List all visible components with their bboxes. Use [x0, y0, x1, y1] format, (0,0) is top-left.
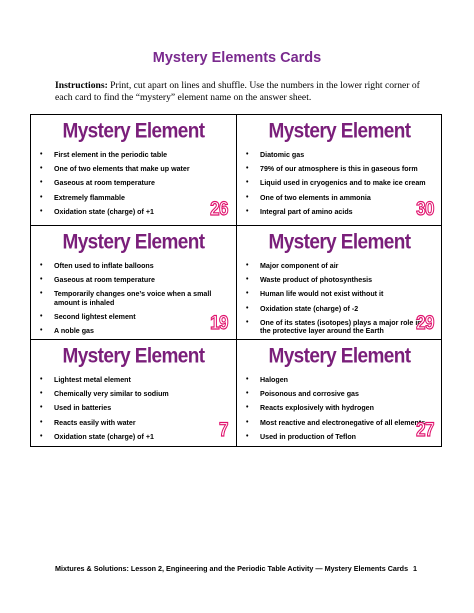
bullet-icon: • [246, 207, 249, 215]
card-fact-text: Most reactive and electronegative of all elements [260, 418, 426, 427]
card-fact [39, 262, 221, 271]
card-fact [245, 290, 427, 299]
card-fact-text: Poisonous and corrosive gas [260, 390, 359, 399]
mystery-card [31, 226, 237, 340]
bullet-icon: • [246, 262, 249, 269]
card-number: 30 [416, 197, 434, 220]
card-fact [245, 404, 427, 413]
bullet-icon: • [40, 418, 43, 426]
card-fact [39, 327, 221, 336]
bullet-icon: • [40, 207, 43, 215]
mystery-card [237, 115, 442, 226]
bullet-icon: • [246, 193, 249, 201]
card-fact-text: Used in production of Teflon [260, 432, 357, 441]
bullet-icon: • [40, 327, 43, 335]
card-fact-text: 79% of our atmosphere is this in gaseous form [260, 165, 418, 174]
card-fact-text: Reacts explosively with hydrogen [260, 404, 374, 413]
card-heading: Mystery Element [62, 119, 205, 144]
card-fact [39, 376, 221, 385]
card-fact-text: One of two elements that make up water [54, 165, 190, 174]
card-fact-text: Gaseous at room temperature [54, 276, 155, 285]
bullet-icon: • [246, 290, 249, 298]
bullet-icon: • [40, 432, 43, 440]
bullet-icon: • [40, 276, 43, 284]
card-facts-list [245, 376, 427, 446]
bullet-icon: • [246, 151, 249, 158]
card-fact [245, 179, 427, 188]
bullet-icon: • [246, 304, 249, 312]
card-number: 27 [416, 418, 434, 441]
card-fact-text: First element in the periodic table [54, 151, 168, 159]
card-facts-list [245, 151, 427, 222]
card-fact-text: Oxidation state (charge) of -2 [260, 304, 359, 313]
card-facts-list [39, 151, 221, 222]
card-fact-text: Temporarily changes one’s voice when a small amount is inhaled [54, 290, 212, 307]
card-number: 19 [210, 311, 228, 334]
card-number: 29 [416, 311, 434, 334]
card-fact-text: Used in batteries [54, 404, 112, 413]
card-facts-list [245, 262, 427, 340]
mystery-card [237, 226, 442, 340]
card-fact [39, 194, 221, 203]
card-number: 7 [219, 418, 228, 441]
bullet-icon: • [40, 262, 43, 269]
card-fact-text: Gaseous at room temperature [54, 179, 155, 188]
bullet-icon: • [246, 418, 249, 426]
card-fact [39, 313, 221, 322]
page-number: 1 [413, 564, 417, 573]
card-fact [245, 305, 427, 314]
bullet-icon: • [40, 290, 43, 298]
card-heading: Mystery Element [268, 230, 411, 255]
footer-text: Mixtures & Solutions: Lesson 2, Engineering and the Periodic Table Activity — Mystery Elements Cards [55, 564, 409, 573]
card-heading: Mystery Element [62, 230, 205, 255]
bullet-icon: • [246, 276, 249, 284]
bullet-icon: • [40, 151, 43, 158]
bullet-icon: • [246, 404, 249, 412]
card-fact [39, 390, 221, 399]
card-fact-text: Integral part of amino acids [260, 207, 353, 216]
card-fact-text: Oxidation state (charge) of +1 [54, 432, 154, 441]
instructions-text: Print, cut apart on lines and shuffle. Use the numbers in the lower right corner of each card to find the “mystery” element name on the answer sheet. [55, 80, 420, 103]
mystery-card [237, 340, 442, 446]
page-title: Mystery Elements Cards [152, 50, 322, 66]
card-heading: Mystery Element [268, 344, 411, 369]
card-fact-text: Reacts easily with water [54, 418, 136, 427]
card-fact [245, 165, 427, 174]
card-heading: Mystery Element [268, 119, 411, 144]
bullet-icon: • [246, 376, 249, 383]
bullet-icon: • [40, 179, 43, 187]
bullet-icon: • [40, 390, 43, 398]
card-fact [39, 151, 221, 160]
card-fact [39, 179, 221, 188]
card-fact [245, 194, 427, 203]
card-fact [245, 419, 427, 428]
card-fact-text: Human life would not exist without it [260, 290, 384, 299]
bullet-icon: • [246, 432, 249, 440]
card-fact-text: Liquid used in cryogenics and to make ice cream [260, 179, 426, 188]
mystery-card [31, 115, 237, 226]
card-fact [245, 319, 427, 336]
card-fact [39, 276, 221, 285]
card-fact [39, 290, 221, 307]
card-fact [245, 151, 427, 160]
bullet-icon: • [246, 318, 249, 326]
bullet-icon: • [40, 313, 43, 321]
card-fact [39, 165, 221, 174]
mystery-card [31, 340, 237, 446]
card-fact [245, 376, 427, 385]
card-facts-list [39, 262, 221, 340]
card-fact [39, 404, 221, 413]
bullet-icon: • [246, 390, 249, 398]
card-fact-text: One of its states (isotopes) plays a major role in the protective layer around the Earth [260, 318, 422, 336]
instructions [55, 80, 430, 103]
card-fact-text: Waste product of photosynthesis [260, 276, 373, 285]
instructions-label: Instructions: [55, 80, 108, 91]
card-heading: Mystery Element [62, 344, 205, 369]
card-fact [245, 276, 427, 285]
card-fact-text: Extremely flammable [54, 193, 125, 202]
bullet-icon: • [40, 193, 43, 201]
bullet-icon: • [40, 404, 43, 412]
card-fact-text: Chemically very similar to sodium [54, 390, 169, 399]
card-fact [245, 390, 427, 399]
card-fact [245, 433, 427, 442]
card-fact [39, 208, 221, 217]
card-fact-text: Major component of air [260, 262, 339, 270]
card-fact-text: Diatomic gas [260, 151, 305, 159]
card-fact [39, 419, 221, 428]
card-fact [245, 262, 427, 271]
bullet-icon: • [40, 376, 43, 383]
bullet-icon: • [246, 179, 249, 187]
card-fact-text: Halogen [260, 376, 288, 384]
card-number: 26 [210, 197, 228, 220]
bullet-icon: • [40, 165, 43, 173]
card-fact [39, 433, 221, 442]
cards-grid [30, 114, 442, 447]
card-fact-text: Oxidation state (charge) of +1 [54, 207, 154, 216]
card-fact-text: One of two elements in ammonia [260, 193, 371, 202]
card-facts-list [39, 376, 221, 446]
card-fact [245, 208, 427, 217]
card-fact-text: Often used to inflate balloons [54, 262, 154, 270]
card-fact-text: A noble gas [54, 327, 94, 336]
card-fact-text: Lightest metal element [54, 376, 131, 384]
bullet-icon: • [246, 165, 249, 173]
card-fact-text: Second lightest element [54, 313, 136, 322]
